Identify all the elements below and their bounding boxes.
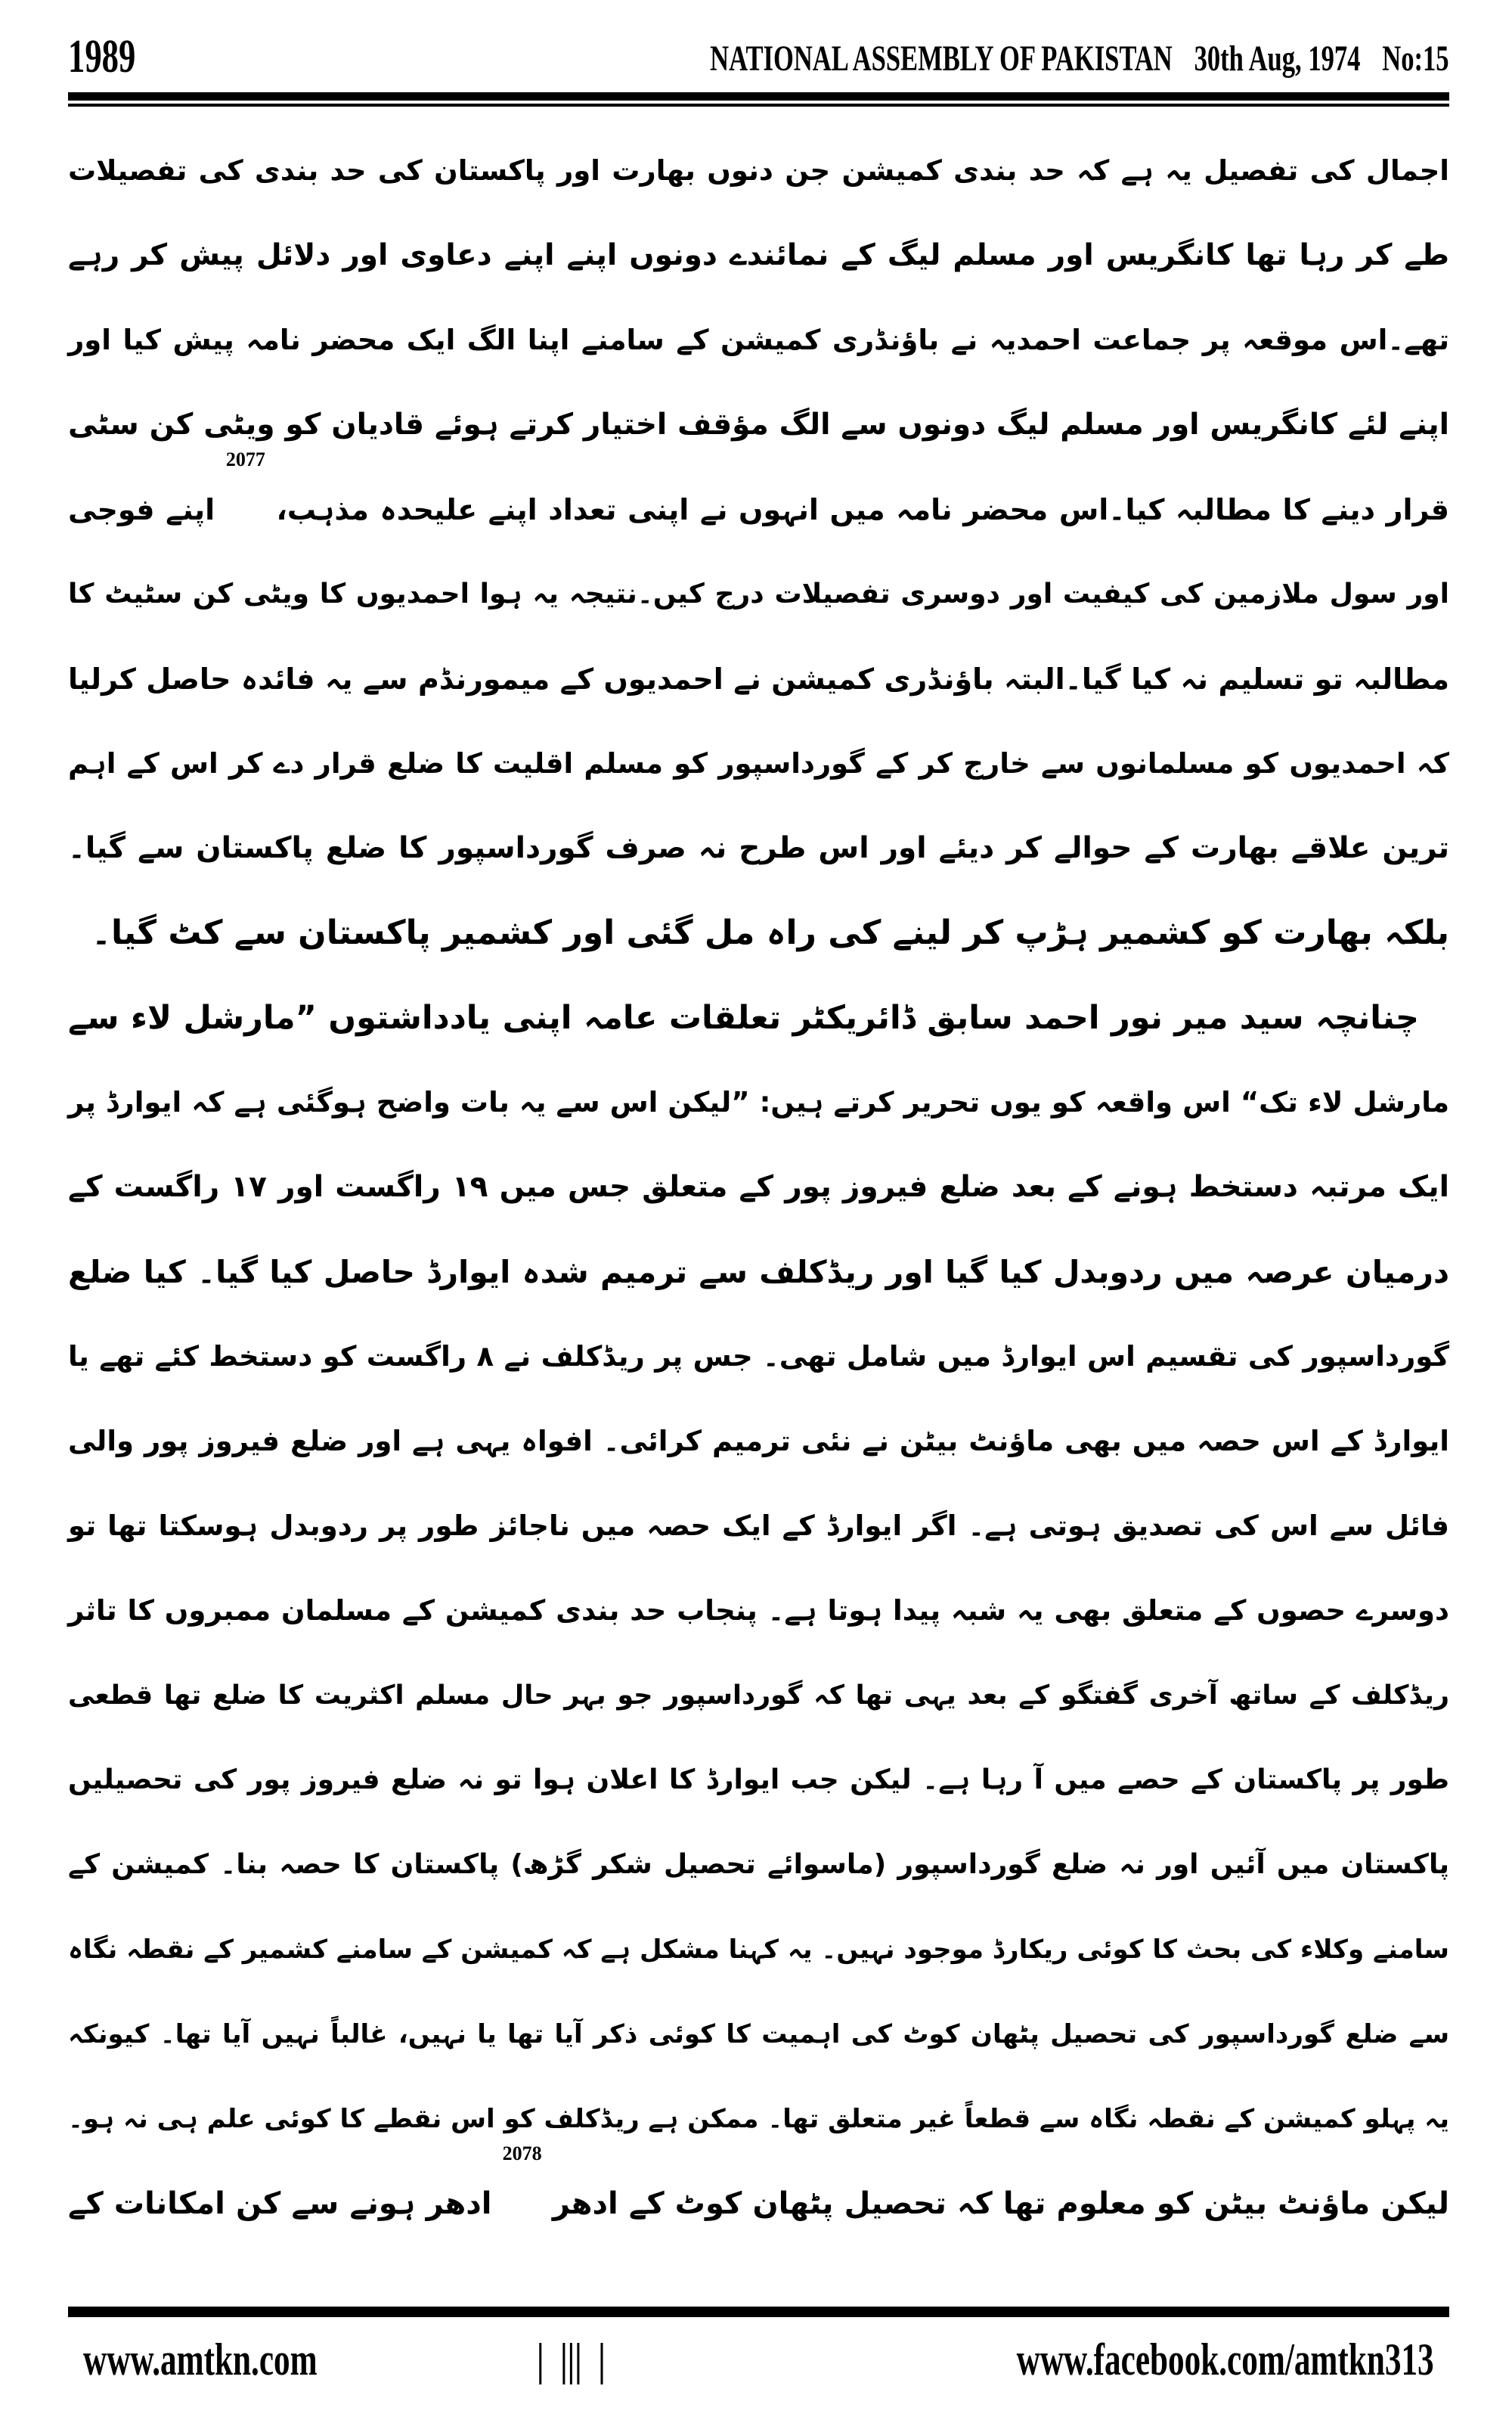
text-line: تھے۔اس موقعہ پر جماعت احمدیہ نے باؤنڈری کمیشن کے سامنے اپنا الگ ایک محضر نامہ پیش کیا اور <box>68 324 1449 356</box>
text-line: سے ضلع گورداسپور کی تحصیل پٹھان کوٹ کی اہمیت کا کوئی ذکر آیا تھا یا نہیں، غالباً نہیں آیا تھا۔ کیونکہ <box>68 2019 1449 2049</box>
website-link[interactable]: www.amtkn.com <box>83 2335 318 2384</box>
text-line: کہ احمدیوں کو مسلمانوں سے خارج کر کے گورداسپور کو مسلم اقلیت کا ضلع قرار دے کر اس کے اہم <box>68 747 1449 780</box>
text-line: بلکہ بھارت کو کشمیر ہڑپ کر لینے کی راہ مل گئی اور کشمیر پاکستان سے کٹ گیا۔ <box>91 914 1449 952</box>
line-text: اپنے فوجی <box>68 493 215 526</box>
header-rule-thin <box>68 104 1449 107</box>
text-line: اور سول ملازمین کی کیفیت اور دوسری تفصیلات درج کیں۔نتیجہ یہ ہوا احمدیوں کا ویٹی کن سٹیٹ کا <box>68 579 1449 610</box>
page-footer <box>68 2333 1449 2386</box>
text-line: ریڈکلف کے ساتھ آخری گفتگو کے بعد یہی تھا کہ گورداسپور جو بہر حال مسلم اکثریت کا ضلع تھا قطعی <box>68 1680 1449 1711</box>
header-meta <box>689 36 1449 82</box>
line-text: قرار دینے کا مطالبہ کیا۔اس محضر نامہ میں انہوں نے اپنی تعداد اپنے علیحدہ مذہب، <box>276 493 1450 526</box>
header-rule-thick <box>68 92 1449 101</box>
publication-title: NATIONAL ASSEMBLY OF PAKISTAN <box>710 39 1173 79</box>
text-line: ترین علاقے بھارت کے حوالے کر دیئے اور اس طرح نہ صرف گورداسپور کا ضلع پاکستان سے گیا۔ <box>68 831 1449 865</box>
line-text: ادھر ہونے سے کن امکانات کے <box>68 2186 492 2221</box>
line-text: لیکن ماؤنٹ بیٹن کو معلوم تھا کہ تحصیل پٹھان کوٹ کے ادھر <box>552 2186 1449 2221</box>
text-line: گورداسپور کی تقسیم اس ایوارڈ میں شامل تھی۔ جس پر ریڈکلف نے ۸ راگست کو دستخط کئے تھے یا <box>68 1340 1449 1373</box>
text-line: مارشل لاء تک“ اس واقعہ کو یوں تحریر کرتے ہیں: ”لیکن اس سے یہ بات واضح ہوگئی ہے کہ ایوارڈ پر <box>68 1086 1449 1118</box>
text-line <box>68 448 1450 552</box>
document-body <box>68 129 1449 2246</box>
text-line <box>68 2142 1449 2246</box>
text-line: فائل سے اس کی تصدیق ہوتی ہے۔ اگر ایوارڈ کے ایک حصہ میں ناجائز طور پر ردوبدل ہوسکتا تھا تو <box>68 1509 1449 1542</box>
page-header <box>68 30 1449 83</box>
session-date: 30th Aug, 1974 <box>1194 39 1361 79</box>
text-line: درمیان عرصہ میں ردوبدل کیا گیا اور ریڈکلف سے ترمیم شدہ ایوارڈ حاصل کیا گیا۔ کیا ضلع <box>68 1254 1449 1290</box>
text-line: چنانچہ سید میر نور احمد سابق ڈائریکٹر تعلقات عامہ اپنی یادداشتوں ”مارشل لاء سے <box>68 999 1419 1037</box>
footnote-reference: 2077 <box>225 448 265 470</box>
text-line: مطالبہ تو تسلیم نہ کیا گیا۔البتہ باؤنڈری کمیشن نے احمدیوں کے میمورنڈم سے یہ فائدہ حاصل کرلیا <box>68 662 1449 696</box>
text-line: یہ پہلو کمیشن کے نقطہ نگاہ سے قطعاً غیر متعلق تھا۔ ممکن ہے ریڈکلف کو اس نقطے کا کوئی علم ہی نہ ہو۔ <box>68 2104 1449 2134</box>
text-line: طے کر رہا تھا کانگریس اور مسلم لیگ کے نمائندے دونوں اپنے اپنے دعاوی اور دلائل پیش کر رہے <box>68 238 1449 272</box>
text-line: پاکستان میں آئیں اور نہ ضلع گورداسپور (ماسوائے تحصیل شکر گڑھ) پاکستان کا حصہ بنا۔ کمیشن کے <box>68 1849 1449 1880</box>
footer-separator: | ||| | <box>537 2335 606 2384</box>
text-line: ایوارڈ کے اس حصہ میں بھی ماؤنٹ بیٹن نے نئی ترمیم کرائی۔ افواہ یہی ہے اور ضلع فیروز پور والی <box>68 1425 1449 1457</box>
text-line: اپنے لئے کانگریس اور مسلم لیگ دونوں سے الگ مؤقف اختیار کرتے ہوئے قادیان کو ویٹی کن سٹی <box>68 408 1449 442</box>
text-line: طور پر پاکستان کے حصے میں آ رہا ہے۔ لیکن جب ایوارڈ کا اعلان ہوا تو نہ ضلع فیروز پور کی تحصیلیں <box>68 1764 1449 1795</box>
facebook-link[interactable]: www.facebook.com/amtkn313 <box>1017 2335 1434 2384</box>
text-line: سامنے وکلاء کی بحث کا کوئی ریکارڈ موجود نہیں۔ یہ کہنا مشکل ہے کہ کمیشن کے سامنے کشمیر کے نقطہ نگاہ <box>68 1934 1449 1965</box>
text-line: دوسرے حصوں کے متعلق بھی یہ شبہ پیدا ہوتا ہے۔ پنجاب حد بندی کمیشن کے مسلمان ممبروں کا تاثر <box>68 1594 1449 1627</box>
issue-number: No:15 <box>1382 39 1449 79</box>
page-number: 1989 <box>68 31 136 82</box>
footer-rule <box>68 2307 1449 2317</box>
text-line: ایک مرتبہ دستخط ہونے کے بعد ضلع فیروز پور کے متعلق جس میں ۱۹ راگست اور ۱۷ راگست کے <box>68 1170 1449 1204</box>
text-line: اجمال کی تفصیل یہ ہے کہ حد بندی کمیشن جن دنوں بھارت اور پاکستان کی حد بندی کی تفصیلات <box>68 154 1449 187</box>
footnote-reference: 2078 <box>502 2142 542 2164</box>
